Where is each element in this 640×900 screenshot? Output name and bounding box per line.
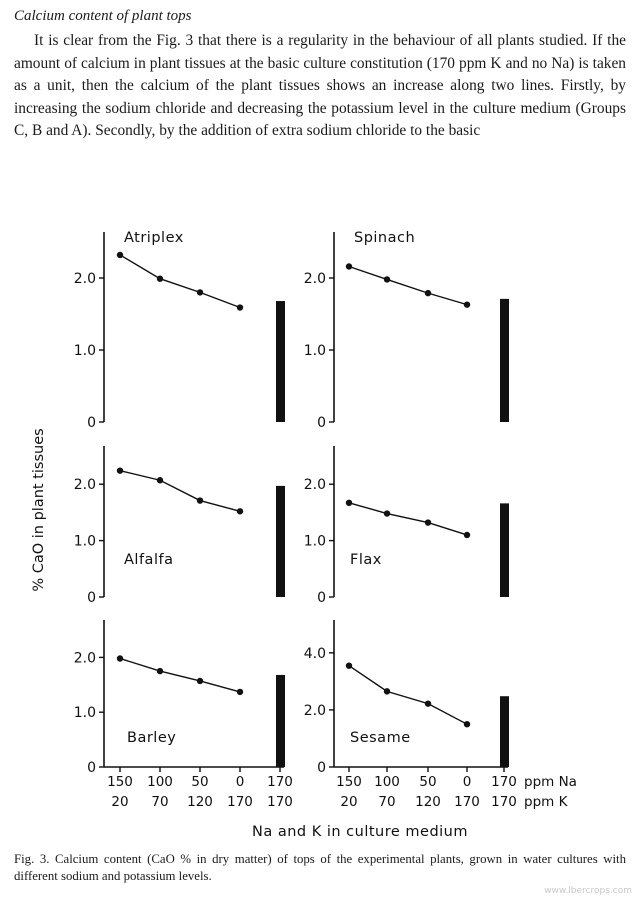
- flax-bar: [500, 503, 509, 597]
- alfalfa-y-tick-label: 0: [87, 590, 96, 606]
- x-tick-label-k: 170: [454, 794, 480, 810]
- x-tick-label-na: 100: [147, 774, 173, 790]
- panel-label-alfalfa: Alfalfa: [124, 552, 174, 568]
- calcium-figure: [0, 200, 640, 900]
- atriplex-y-tick-label: 1.0: [73, 343, 96, 359]
- x-tick-label-na: 150: [336, 774, 362, 790]
- x-tick-label-na: 50: [419, 774, 437, 790]
- sesame-data-point: [346, 662, 352, 668]
- alfalfa-data-point: [157, 477, 163, 483]
- barley-y-tick-label: 0: [87, 760, 96, 776]
- x-tick-label-na: 100: [374, 774, 400, 790]
- barley-bar: [276, 675, 285, 767]
- x-tick-label-k: 170: [227, 794, 253, 810]
- atriplex-y-tick-label: 0: [87, 415, 96, 431]
- atriplex-data-point: [237, 304, 243, 310]
- body-paragraph: It is clear from the Fig. 3 that there is a regularity in the behaviour of all plants studied. If the amount of calcium in plant tissues at the basic culture constitution (170 ppm K and no Na) is taken as a unit, then the calcium of the plant tissues shows an increase along two lines. Firstly, by increasing the sodium chloride and decreasing the potassium level in the culture medium (Groups C, B and A). Secondly, by the addition of extra sodium chloride to the basic: [14, 32, 626, 140]
- x-tick-label-k: 20: [340, 794, 358, 810]
- x-tick-label-na: 0: [462, 774, 472, 790]
- alfalfa-bar: [276, 486, 285, 597]
- spinach-data-point: [464, 301, 470, 307]
- barley-y-tick-label: 1.0: [73, 705, 96, 722]
- spinach-data-point: [346, 263, 352, 269]
- atriplex-data-point: [157, 276, 163, 282]
- y-axis-label: % CaO in plant tissues: [31, 428, 47, 592]
- panel-label-barley: Barley: [127, 730, 177, 746]
- sesame-series-line: [349, 666, 467, 725]
- x-tick-label-na: 150: [107, 774, 133, 790]
- flax-data-point: [346, 500, 352, 506]
- alfalfa-series-line: [120, 471, 240, 512]
- x-tick-label-na: 170: [267, 774, 293, 790]
- spinach-series-line: [349, 266, 467, 304]
- spinach-data-point: [384, 276, 390, 282]
- flax-y-tick-label: 1.0: [303, 533, 326, 550]
- x-tick-label-na: 170: [491, 774, 517, 790]
- sesame-data-point: [425, 700, 431, 706]
- panel-label-spinach: Spinach: [354, 230, 416, 246]
- x-axis-label: Na and K in culture medium: [251, 824, 469, 840]
- watermark: www.lbercrops.com: [544, 886, 632, 896]
- alfalfa-y-tick-label: 1.0: [73, 533, 96, 550]
- panel-label-atriplex: Atriplex: [124, 230, 184, 246]
- spinach-y-tick-label: 1.0: [303, 343, 326, 359]
- atriplex-data-point: [197, 289, 203, 295]
- alfalfa-data-point: [197, 497, 203, 503]
- spinach-y-tick-label: 0: [317, 415, 326, 431]
- flax-y-tick-label: 2.0: [303, 477, 326, 494]
- y-axis-label-box: [29, 390, 49, 630]
- flax-series-line: [349, 503, 467, 535]
- atriplex-y-tick-label: 2.0: [73, 271, 96, 287]
- x-tick-label-k: 20: [111, 794, 129, 810]
- x-tick-label-na: 0: [235, 774, 245, 790]
- panel-label-sesame: Sesame: [350, 730, 411, 746]
- x-tick-label-k: 170: [267, 794, 293, 810]
- x-unit-na: ppm Na: [524, 774, 577, 790]
- atriplex-bar: [276, 301, 285, 422]
- sesame-bar: [500, 696, 509, 767]
- flax-data-point: [464, 532, 470, 538]
- sesame-y-tick-label: 2.0: [303, 702, 326, 719]
- figure-caption: Fig. 3. Calcium content (CaO % in dry matter) of tops of the experimental plants, grown in water cultures with different sodium and potassium levels.: [14, 852, 626, 883]
- x-unit-k: ppm K: [524, 794, 568, 810]
- barley-y-tick-label: 2.0: [73, 650, 96, 667]
- x-tick-label-k: 70: [151, 794, 169, 810]
- x-tick-label-na: 50: [191, 774, 209, 790]
- spinach-bar: [500, 299, 509, 422]
- spinach-data-point: [425, 290, 431, 296]
- sesame-data-point: [464, 721, 470, 727]
- barley-data-point: [197, 678, 203, 684]
- x-tick-label-k: 70: [378, 794, 396, 810]
- flax-data-point: [384, 510, 390, 516]
- alfalfa-y-tick-label: 2.0: [73, 477, 96, 494]
- barley-data-point: [237, 689, 243, 695]
- atriplex-series-line: [120, 255, 240, 308]
- x-tick-label-k: 120: [187, 794, 213, 810]
- alfalfa-data-point: [117, 467, 123, 473]
- barley-series-line: [120, 658, 240, 691]
- x-tick-label-k: 170: [491, 794, 517, 810]
- barley-data-point: [117, 655, 123, 661]
- flax-y-tick-label: 0: [317, 590, 326, 606]
- panel-label-flax: Flax: [350, 552, 382, 568]
- sesame-data-point: [384, 688, 390, 694]
- flax-data-point: [425, 519, 431, 525]
- atriplex-data-point: [117, 252, 123, 258]
- section-heading: Calcium content of plant tops: [14, 8, 192, 24]
- spinach-y-tick-label: 2.0: [303, 271, 326, 287]
- sesame-y-tick-label: 0: [317, 760, 326, 776]
- x-tick-label-k: 120: [415, 794, 441, 810]
- barley-data-point: [157, 668, 163, 674]
- sesame-y-tick-label: 4.0: [303, 645, 326, 662]
- alfalfa-data-point: [237, 508, 243, 514]
